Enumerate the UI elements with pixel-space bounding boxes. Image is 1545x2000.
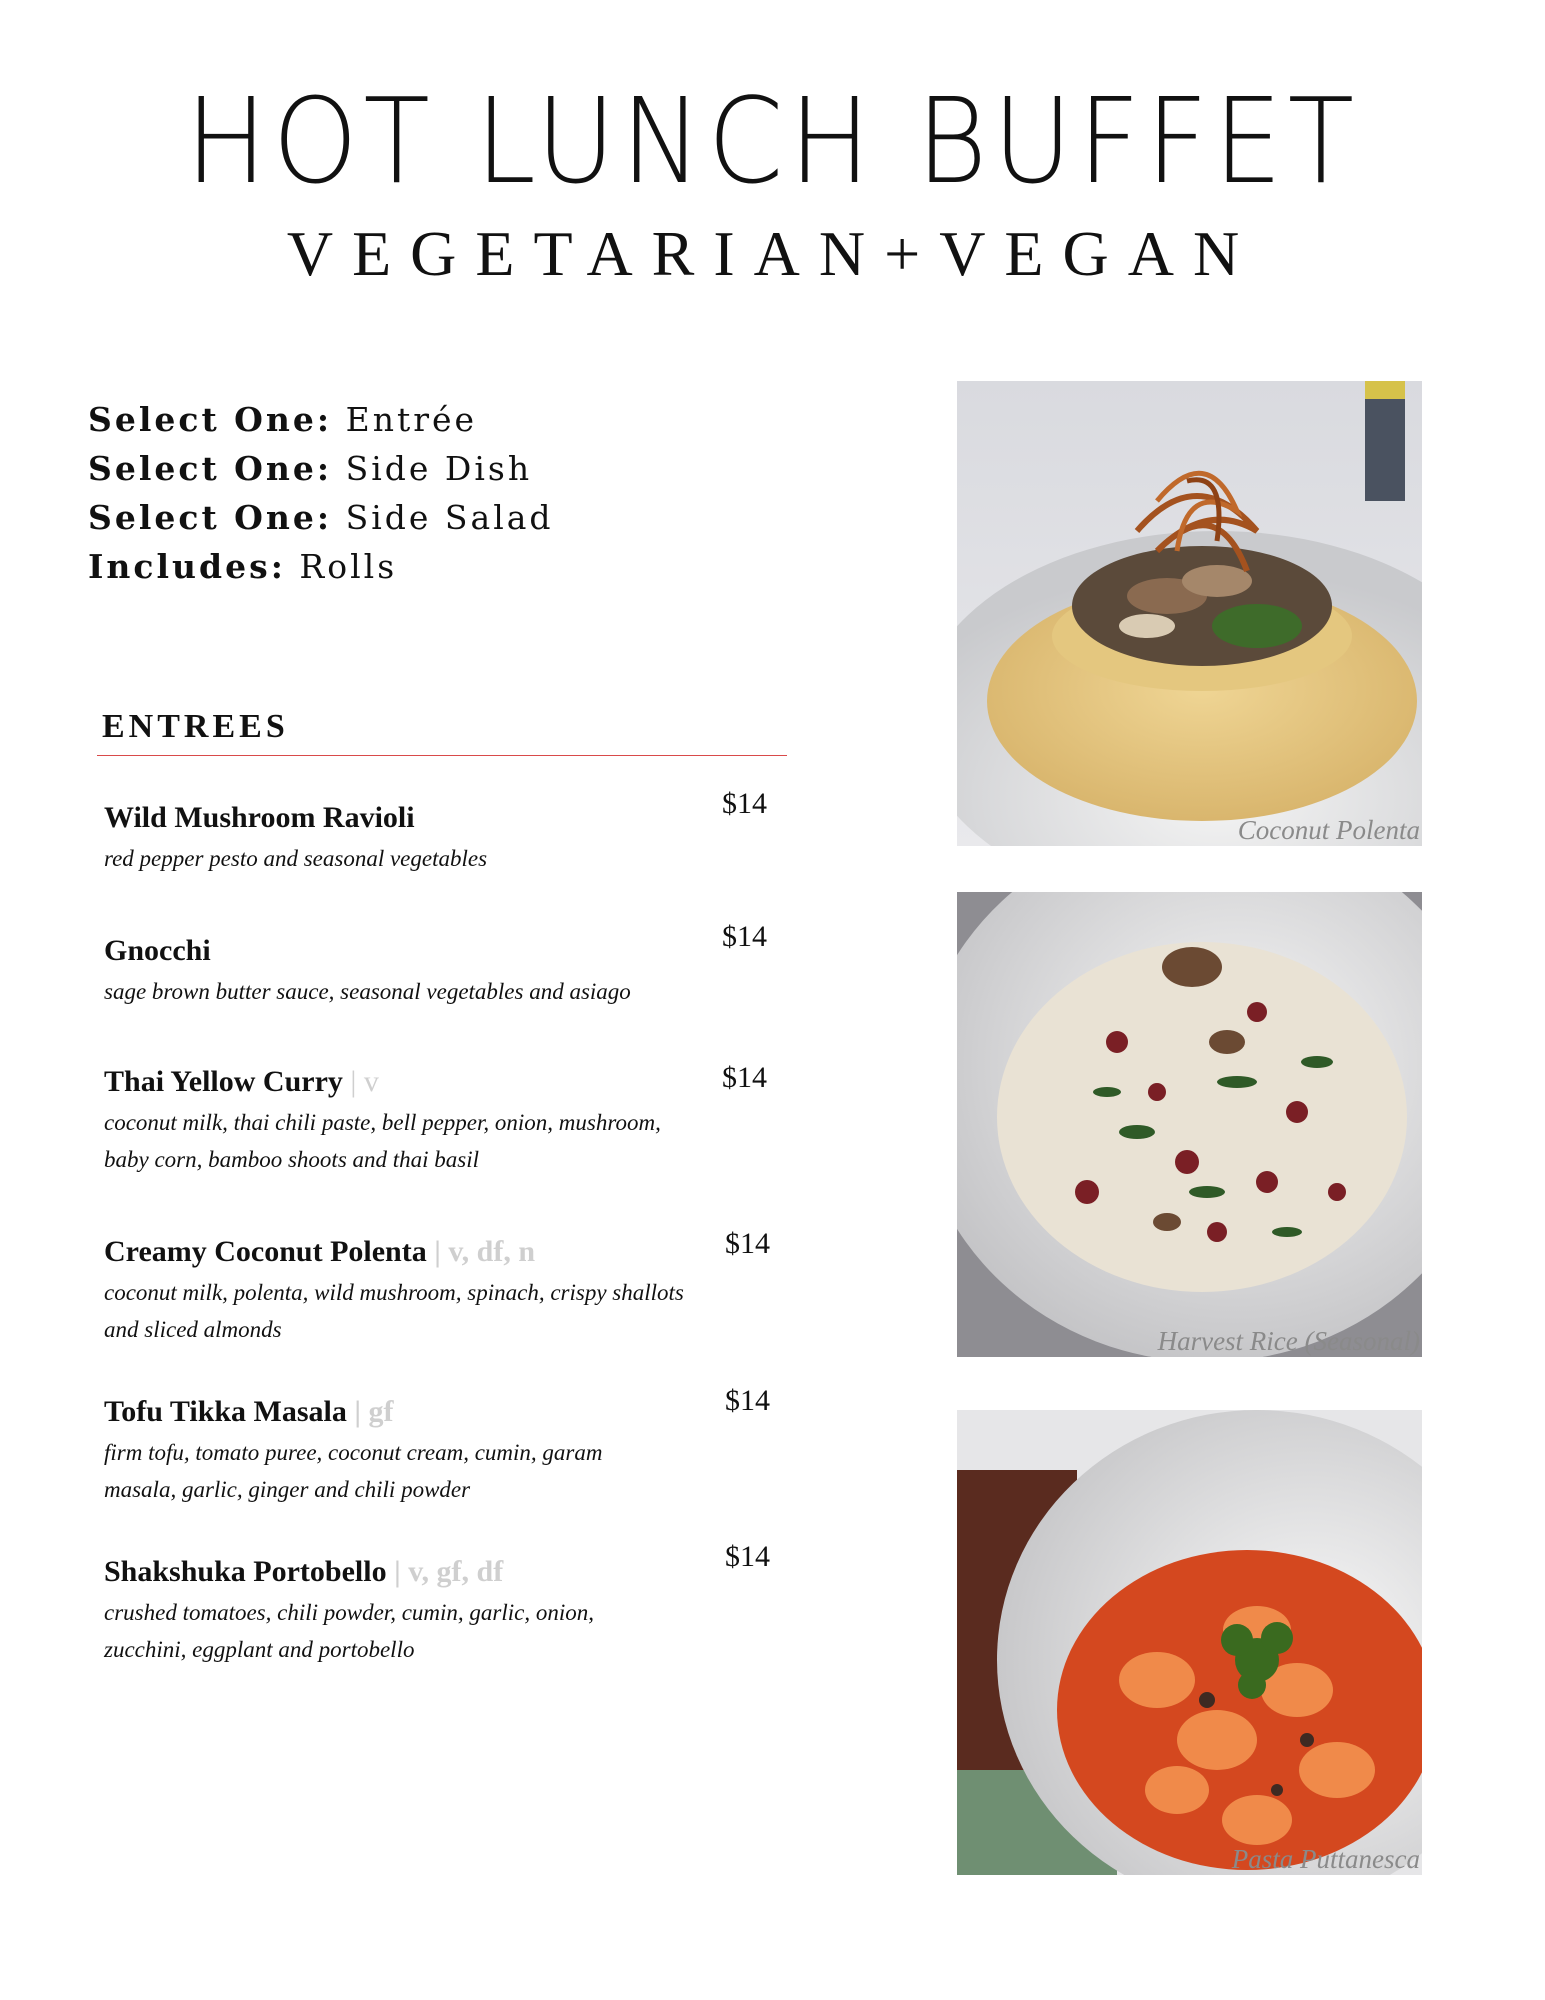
selection-label: Select One: <box>88 400 333 439</box>
item-description: sage brown butter sauce, seasonal vegetables and asiago <box>104 979 631 1004</box>
menu-item-tofu-tikka-masala <box>104 1394 794 1508</box>
dietary-tags: | v, df, n <box>426 1235 536 1268</box>
item-description: firm tofu, tomato puree, coconut cream, cumin, garam masala, garlic, ginger and chili powder <box>104 1440 603 1502</box>
item-price: $14 <box>725 1227 770 1260</box>
dietary-tags: | v <box>342 1065 379 1098</box>
selection-rules <box>88 395 554 591</box>
item-price: $14 <box>722 1061 767 1094</box>
photo-coconut-polenta <box>957 381 1422 846</box>
photo-pasta-puttanesca <box>957 1410 1422 1875</box>
item-name <box>104 1234 794 1270</box>
selection-line <box>88 542 554 591</box>
item-name-text: Shakshuka Portobello <box>104 1555 387 1588</box>
item-name <box>104 800 794 836</box>
item-name-text: Creamy Coconut Polenta <box>104 1235 427 1268</box>
item-description: coconut milk, polenta, wild mushroom, spinach, crispy shallots and sliced almonds <box>104 1280 684 1342</box>
menu-item-creamy-coconut-polenta <box>104 1234 794 1348</box>
harvest-rice-image <box>957 892 1422 1357</box>
menu-item-gnocchi <box>104 933 794 1010</box>
photo-caption: Coconut Polenta <box>1237 815 1420 845</box>
menu-item-shakshuka-portobello <box>104 1554 794 1668</box>
selection-label: Includes: <box>88 547 286 586</box>
photo-caption: Harvest Rice (Seasonal) <box>1157 1326 1420 1356</box>
item-name <box>104 1554 794 1590</box>
item-name-text: Tofu Tikka Masala <box>104 1395 347 1428</box>
page-subtitle: VEGETARIAN+VEGAN <box>286 218 1259 289</box>
item-description: red pepper pesto and seasonal vegetables <box>104 846 488 871</box>
photo-caption: Pasta Puttanesca <box>1231 1844 1420 1874</box>
selection-value: Entrée <box>345 400 478 439</box>
item-name <box>104 1064 794 1100</box>
selection-line <box>88 395 554 444</box>
section-divider <box>97 755 787 756</box>
pasta-image <box>957 1410 1422 1875</box>
dietary-tags: | gf <box>346 1395 394 1428</box>
dietary-tags: | v, gf, df <box>386 1555 504 1588</box>
selection-value: Side Dish <box>345 449 533 488</box>
photo-harvest-rice <box>957 892 1422 1357</box>
menu-item-thai-yellow-curry <box>104 1064 794 1178</box>
item-price: $14 <box>722 920 767 953</box>
polenta-image <box>957 381 1422 846</box>
item-price: $14 <box>725 1540 770 1573</box>
selection-value: Side Salad <box>345 498 554 537</box>
selection-label: Select One: <box>88 498 333 537</box>
selection-line <box>88 444 554 493</box>
item-name-text: Wild Mushroom Ravioli <box>104 801 415 834</box>
item-description: coconut milk, thai chili paste, bell pepper, onion, mushroom, baby corn, bamboo shoots and thai basil <box>104 1110 661 1172</box>
menu-item-wild-mushroom-ravioli <box>104 800 794 877</box>
item-name <box>104 1394 794 1430</box>
item-name-text: Thai Yellow Curry <box>104 1065 343 1098</box>
page-title: HOT LUNCH BUFFET <box>185 72 1360 210</box>
item-price: $14 <box>722 787 767 820</box>
item-name <box>104 933 794 969</box>
item-name-text: Gnocchi <box>104 934 211 967</box>
item-price: $14 <box>725 1384 770 1417</box>
entrees-heading: ENTREES <box>102 708 289 745</box>
selection-label: Select One: <box>88 449 333 488</box>
selection-line <box>88 493 554 542</box>
item-description: crushed tomatoes, chili powder, cumin, garlic, onion, zucchini, eggplant and portobello <box>104 1600 594 1662</box>
selection-value: Rolls <box>299 547 398 586</box>
